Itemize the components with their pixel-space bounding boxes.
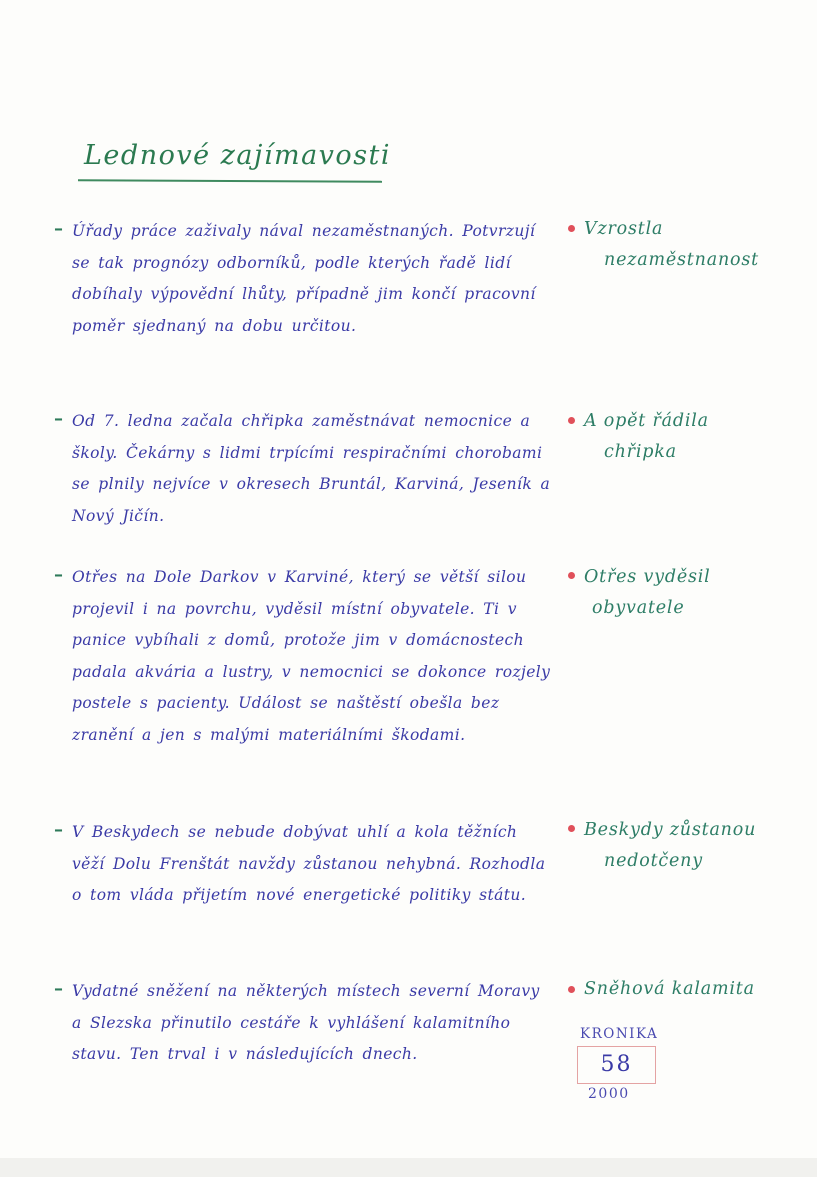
side-note-line2: nedotčeny (604, 851, 703, 871)
dash-marker: – (54, 564, 63, 585)
entry-text: Otřes na Dole Darkov v Karviné, který se větší silou projevil i na povrchu, vyděsil místní obyvatele. Ti v panice vybíhali z domů, protože jim v domácnostech padala akvária a lustry, v nemocnici se dokonce rozjely postele s pacienty. Událost se naštěstí obešla bez zranění a jen s malými materiálními škodami. (72, 568, 551, 744)
side-note-line2: obyvatele (592, 598, 685, 618)
dash-marker: – (54, 408, 63, 429)
bullet-dot (568, 572, 575, 579)
entry-text: Úřady práce zaživaly nával nezaměstnaných. Potvrzují se tak prognózy odborníků, podle kterých řadě lidí dobíhaly výpovědní lhůty, případně jim končí pracovní poměr sjednaný na dobu určitou. (72, 222, 536, 335)
kronika-year: 2000 (588, 1086, 630, 1102)
bullet-dot (568, 825, 575, 832)
side-note (584, 815, 794, 877)
entry-text: Od 7. ledna začala chřipka zaměstnávat nemocnice a školy. Čekárny s lidmi trpícími respiračními chorobami se plnily nejvíce v okresech Bruntál, Karviná, Jeseník a Nový Jičín. (72, 412, 551, 525)
entry-text: Vydatné sněžení na některých místech severní Moravy a Slezska přinutilo cestáře k vyhlášení kalamitního stavu. Ten trval i v následujících dnech. (72, 982, 540, 1063)
dash-marker: – (54, 218, 63, 239)
bullet-dot (568, 417, 575, 424)
dash-marker: – (54, 978, 63, 999)
title-underline (78, 179, 382, 183)
scan-bottom-edge (0, 1158, 817, 1177)
side-note-line1: A opět řádila (584, 411, 709, 431)
side-note-line2: chřipka (604, 442, 677, 462)
side-note-line2: nezaměstnanost (604, 250, 759, 270)
side-note (584, 406, 794, 468)
kronika-label: KRONIKA (580, 1026, 659, 1042)
entry-text: V Beskydech se nebude dobývat uhlí a kola těžních věží Dolu Frenštát navždy zůstanou nehybná. Rozhodla o tom vláda přijetím nové energetické politiky státu. (72, 823, 546, 904)
side-note (584, 974, 794, 1005)
side-note-line1: Otřes vyděsil (584, 567, 711, 587)
side-note (584, 562, 794, 624)
dash-marker: – (54, 819, 63, 840)
side-note-line1: Beskydy zůstanou (584, 820, 757, 840)
side-note-line1: Sněhová kalamita (584, 979, 755, 999)
side-note-line1: Vzrostla (584, 219, 664, 239)
kronika-page-number: 58 (577, 1046, 656, 1084)
bullet-dot (568, 225, 575, 232)
page-title: Lednové zajímavosti (84, 140, 392, 171)
side-note (584, 214, 794, 276)
bullet-dot (568, 986, 575, 993)
